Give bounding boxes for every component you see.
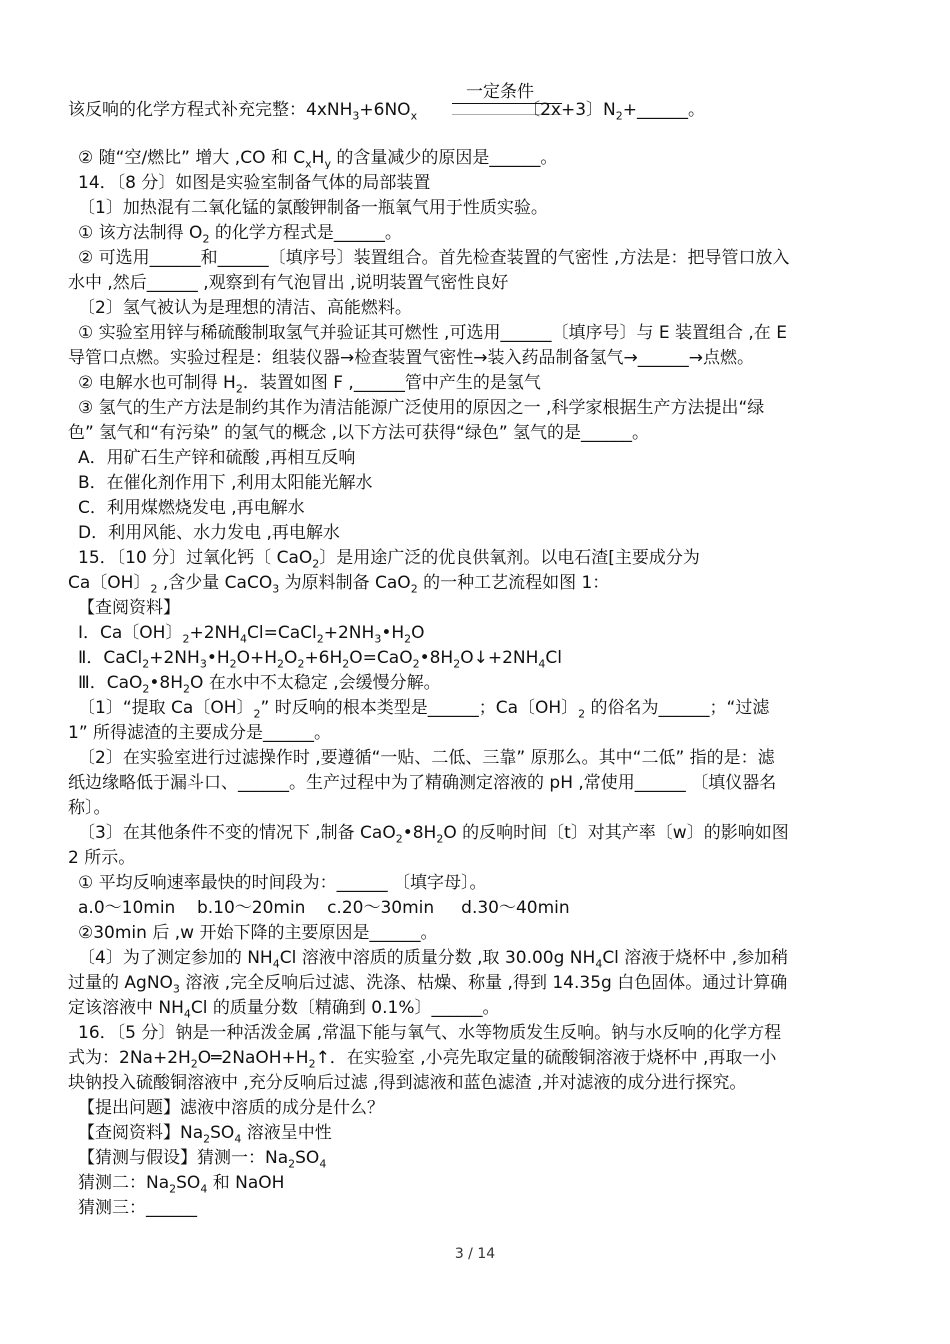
text-line: ① 该方法制得 $O_2$ 的化学方程式是______。 bbox=[78, 223, 402, 244]
question-16-heading: 16．〔5 分〕钠是一种活泼金属 ,常温下能与氧气、水等物质发生反响。钠与水反响的化学方程 bbox=[78, 1023, 782, 1043]
text-line: ② 可选用______和______〔填序号〕装置组合。首先检查装置的气密性 ,方法是：把导管口放入 bbox=[78, 248, 790, 268]
text-line: 过量的 AgNO$_3$ 溶液 ,完全反响后过滤、洗涤、枯燥、称量 ,得到 14.35g 白色固体。通过计算确 bbox=[68, 973, 788, 994]
text-line: 称〕。 bbox=[68, 798, 111, 818]
text-line: 水中 ,然后______ ,观察到有气泡冒出 ,说明装置气密性良好 bbox=[68, 273, 509, 293]
text-line: 色” 氢气和“有污染” 的氢气的概念 ,以下方法可获得“绿色” 氢气的是______。 bbox=[68, 423, 650, 443]
reference-i: Ⅰ．Ca〔OH〕$_2+2NH_4Cl=CaCl_2+2NH_3•H_2O$ bbox=[78, 623, 425, 644]
text-line: 【查阅资料】 bbox=[78, 598, 180, 618]
question-14-heading: 14．〔8 分〕如图是实验室制备气体的局部装置 bbox=[78, 173, 431, 193]
text-line: 导管口点燃。实验过程是：组装仪器→检查装置气密性→装入药品制备氢气→______→点燃。 bbox=[68, 348, 754, 368]
reference-ii: Ⅱ．$CaCl_2+2NH_3•H_2O+H_2O_2+6H_2O=CaO_2•8H_2O↓+2NH_4Cl$ bbox=[78, 648, 562, 669]
equation-line: 该反响的化学方程式补充完整：$4xNH_3+6NO_x$ 〔2x+3〕$N_2+\_\_\_\_\_\_$。 bbox=[68, 100, 705, 121]
text-line: ③ 氢气的生产方法是制约其作为清洁能源广泛使用的原因之一 ,科学家根据生产方法提出“绿 bbox=[78, 398, 765, 418]
text-line: 【查阅资料】$Na_2SO_4$ 溶液呈中性 bbox=[78, 1123, 332, 1144]
page-number: 3 / 14 bbox=[454, 1246, 496, 1262]
reaction-arrow bbox=[452, 103, 562, 104]
time-options: a.0～10min b.10～20min c.20～30min d.30～40min bbox=[78, 898, 570, 918]
text-line: 【提出问题】滤液中溶质的成分是什么？ bbox=[78, 1098, 384, 1118]
text-line: 〔4〕为了测定参加的 $NH_4Cl$ 溶液中溶质的质量分数 ,取 30.00g $NH_4Cl$ 溶液于烧杯中 ,参加稍 bbox=[78, 948, 789, 969]
text-line: 式为：$2Na+2H_2O═2NaOH+H_2↑$．在实验室 ,小亮先取定量的硫酸铜溶液于烧杯中 ,再取一小 bbox=[68, 1048, 777, 1069]
text-line: 【猜测与假设】猜测一：$Na_2SO_4$ bbox=[78, 1148, 327, 1169]
reference-iii: Ⅲ．$CaO_2•8H_2O$ 在水中不太稳定 ,会缓慢分解。 bbox=[78, 673, 441, 694]
text-line: 纸边缘略低于漏斗口、______。生产过程中为了精确测定溶液的 pH ,常使用______ 〔填仪器名 bbox=[68, 773, 777, 793]
reaction-condition: 一定条件 bbox=[466, 82, 534, 102]
text-line: 块钠投入硫酸铜溶液中 ,充分反响后过滤 ,得到滤液和蓝色滤渣 ,并对滤液的成分进行探究。 bbox=[68, 1073, 747, 1093]
option-d: D．利用风能、水力发电 ,再电解水 bbox=[78, 523, 340, 543]
text-line: 定该溶液中 $NH_4Cl$ 的质量分数〔精确到 0.1%〕______。 bbox=[68, 998, 500, 1019]
option-b: B．在催化剂作用下 ,利用太阳能光解水 bbox=[78, 473, 373, 493]
text-line: ② 随“空/燃比” 增大 ,CO 和 $C_xH_y$ 的含量减少的原因是______。 bbox=[78, 148, 558, 169]
text-line: 〔3〕在其他条件不变的情况下 ,制备 $CaO_2•8H_2O$ 的反响时间〔t〕对其产率〔w〕的影响如图 bbox=[78, 823, 789, 844]
text-line: 〔1〕加热混有二氧化锰的氯酸钾制备一瓶氧气用于性质实验。 bbox=[78, 198, 548, 218]
text-line: 〔2〕氢气被认为是理想的清洁、高能燃料。 bbox=[78, 298, 412, 318]
text-line: 猜测三：______ bbox=[78, 1198, 197, 1218]
text-line: 1” 所得滤渣的主要成分是______。 bbox=[68, 723, 332, 743]
text-line: ②30min 后 ,w 开始下降的主要原因是______。 bbox=[78, 923, 438, 943]
text-line: 2 所示。 bbox=[68, 848, 136, 868]
question-15-heading: 15．〔10 分〕过氧化钙〔 CaO$_2$〕是用途广泛的优良供氧剂。以电石渣[主要成分为 bbox=[78, 548, 700, 569]
text-line: ① 平均反响速率最快的时间段为：______ 〔填字母〕。 bbox=[78, 873, 487, 893]
text-line: ② 电解水也可制得 $H_2$．装置如图 F ,______管中产生的是氢气 bbox=[78, 373, 541, 394]
option-a: A．用矿石生产锌和硫酸 ,再相互反响 bbox=[78, 448, 356, 468]
text-line: 〔1〕“提取 Ca〔OH〕$_2$” 时反响的根本类型是______；Ca〔OH〕$_2$ 的俗名为______；“过滤 bbox=[78, 698, 770, 719]
option-c: C．利用煤燃烧发电 ,再电解水 bbox=[78, 498, 305, 518]
text-line: Ca〔OH〕$_2$ ,含少量 CaCO$_3$ 为原料制备 CaO$_2$ 的一种工艺流程如图 1： bbox=[68, 573, 610, 594]
text-line: 〔2〕在实验室进行过滤操作时 ,要遵循“一贴、二低、三靠” 原那么。其中“二低” 指的是：滤 bbox=[78, 748, 775, 768]
reaction-arrow-lower bbox=[452, 114, 562, 115]
text-line: 猜测二：$Na_2SO_4$ 和 NaOH bbox=[78, 1173, 285, 1194]
text-line: ① 实验室用锌与稀硫酸制取氢气并验证其可燃性 ,可选用______〔填序号〕与 E 装置组合 ,在 E bbox=[78, 323, 787, 343]
